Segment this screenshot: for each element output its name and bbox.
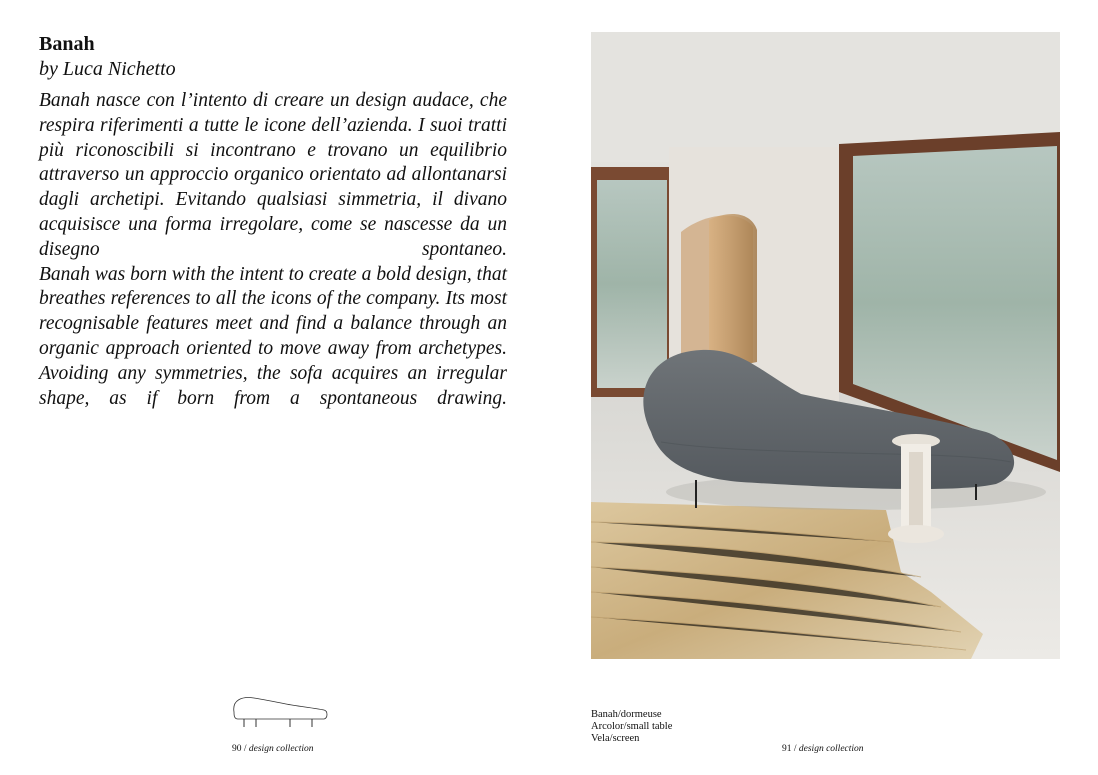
product-photo <box>591 32 1060 659</box>
description-italian: Banah nasce con l’intento di creare un design audace, che respira riferimenti a tutte le icone dell’azienda. I suoi tratti più riconoscibili si incontrano e trovano un equilibrio attraverso un approccio organico orientato ad allontanarsi dagli archetipi. Evitando qualsiasi simmetria, il divano acquisisce una forma irregolare, come se nascesse da un disegno spontaneo. <box>39 90 507 260</box>
photo-caption <box>591 709 672 745</box>
caption-line: Vela/screen <box>591 733 640 744</box>
description-english: Banah was born with the intent to create a bold design, that breathes references to all the icons of the company. Its most recognisable features meet and find a balance through an organic approach oriented to move away from archetypes. Avoiding any symmetries, the sofa acquires an irregular shape, as if born from a spontaneous drawing. <box>39 263 507 409</box>
designer-credit: by Luca Nichetto <box>39 58 176 80</box>
section-name: design collection <box>248 744 314 754</box>
caption-line: Banah/dormeuse <box>591 709 662 720</box>
section-name: design collection <box>798 744 864 754</box>
sofa-line-drawing <box>230 690 330 730</box>
page-folio <box>232 744 314 754</box>
right-page <box>549 0 1098 775</box>
page-number: 91 / <box>782 744 797 754</box>
product-title: Banah <box>39 33 95 55</box>
product-description <box>39 89 507 411</box>
page-number: 90 / <box>232 744 247 754</box>
page-folio <box>782 744 864 754</box>
caption-line: Arcolor/small table <box>591 721 673 732</box>
